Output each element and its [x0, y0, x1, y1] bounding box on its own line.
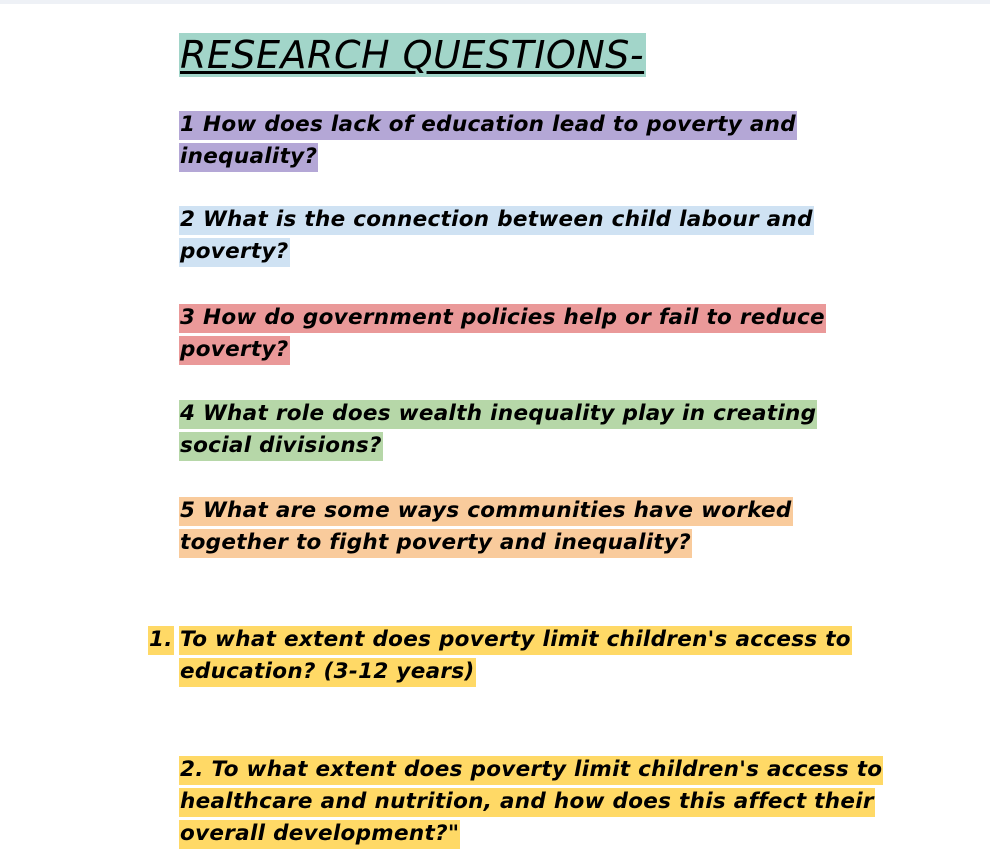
research-question-2: 2 What is the connection between child labour and poverty?	[179, 204, 814, 268]
numbered-list-item-1	[148, 624, 852, 688]
list-item-text: To what extent does poverty limit children's access to education? (3-12 years)	[179, 624, 852, 688]
document-title: RESEARCH QUESTIONS-	[180, 33, 645, 77]
research-question-3: 3 How do government policies help or fail to reduce poverty?	[179, 302, 826, 366]
research-question-5: 5 What are some ways communities have worked together to fight poverty and inequality?	[179, 495, 793, 559]
numbered-question-2: 2. To what extent does poverty limit children's access to healthcare and nutrition, and how does this affect their overall development?"	[179, 754, 883, 850]
research-question-4: 4 What role does wealth inequality play in creating social divisions?	[179, 398, 817, 462]
list-marker: 1.	[148, 624, 179, 688]
research-question-1: 1 How does lack of education lead to poverty and inequality?	[179, 109, 797, 173]
